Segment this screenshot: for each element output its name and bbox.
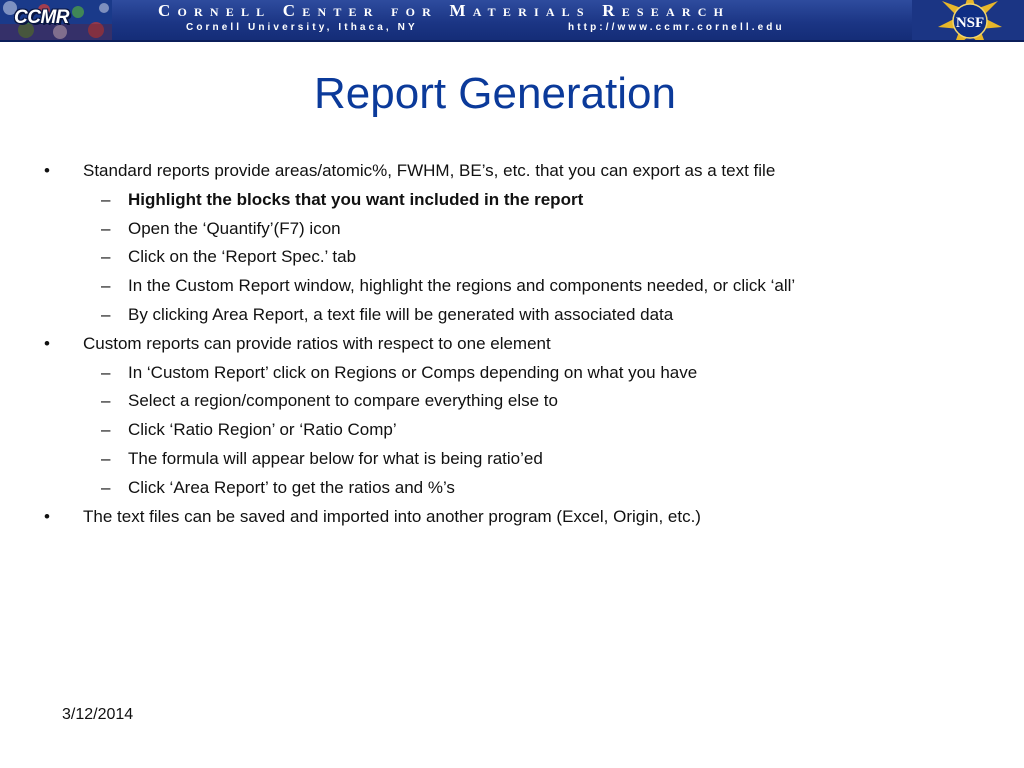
- bullet-text: The formula will appear below for what is being ratio’ed: [128, 448, 543, 468]
- sub-bullet-item: [0, 272, 1024, 301]
- bullet-text: Highlight the blocks that you want included in the report: [128, 189, 584, 209]
- banner-title: Cornell Center for Materials Research: [158, 1, 731, 20]
- slide-title: Report Generation: [314, 69, 676, 118]
- bullet-item: [0, 503, 1024, 532]
- bullet-text: The text files can be saved and imported into another program (Excel, Origin, etc.): [83, 506, 701, 526]
- bullet-text: Click on the ‘Report Spec.’ tab: [128, 247, 357, 267]
- bullet-marker: •: [44, 333, 50, 353]
- dash-marker: –: [101, 391, 111, 411]
- sub-bullet-item: [0, 416, 1024, 445]
- bullet-text: Standard reports provide areas/atomic%, FWHM, BE’s, etc. that you can export as a text file: [83, 161, 776, 180]
- nsf-logo: [912, 0, 1024, 42]
- bullet-text: Click ‘Ratio Region’ or ‘Ratio Comp’: [128, 420, 397, 440]
- nsf-logo-text: NSF: [955, 15, 985, 31]
- bullet-item: [0, 157, 1024, 186]
- dash-marker: –: [101, 247, 111, 267]
- bullet-marker: •: [44, 161, 50, 180]
- bullet-text: In the Custom Report window, highlight the regions and components needed, or click ‘all’: [128, 276, 796, 296]
- bullet-text: In ‘Custom Report’ click on Regions or Comps depending on what you have: [128, 362, 698, 382]
- sub-bullet-item: [0, 445, 1024, 474]
- sub-bullet-item: [0, 359, 1024, 388]
- sub-bullet-item: [0, 186, 1024, 215]
- sub-bullet-item: [0, 243, 1024, 272]
- sub-bullet-item: [0, 215, 1024, 244]
- bullet-item: [0, 330, 1024, 359]
- dash-marker: –: [101, 448, 111, 468]
- bullet-text: Open the ‘Quantify’(F7) icon: [128, 218, 341, 238]
- dash-marker: –: [101, 276, 111, 296]
- dash-marker: –: [101, 420, 111, 440]
- dash-marker: –: [101, 477, 111, 497]
- sub-bullet-item: [0, 387, 1024, 416]
- footer-date: 3/12/2014: [62, 706, 134, 723]
- sub-bullet-item: [0, 474, 1024, 503]
- banner-subtitle-url: http://www.ccmr.cornell.edu: [568, 22, 785, 33]
- bullet-text: Custom reports can provide ratios with respect to one element: [83, 333, 551, 353]
- dash-marker: –: [101, 189, 111, 209]
- bullet-text: By clicking Area Report, a text file will be generated with associated data: [128, 304, 674, 324]
- dash-marker: –: [101, 218, 111, 238]
- dash-marker: –: [101, 362, 111, 382]
- banner-divider: [0, 40, 1024, 42]
- bullet-text: Click ‘Area Report’ to get the ratios and %’s: [128, 477, 455, 497]
- bullet-marker: •: [44, 506, 50, 526]
- dash-marker: –: [101, 304, 111, 324]
- bullet-list: [0, 157, 1024, 531]
- ccmr-logo-text: CCMR: [14, 7, 69, 28]
- header-banner: [0, 0, 1024, 42]
- sub-bullet-item: [0, 301, 1024, 330]
- banner-subtitle-university: Cornell University, Ithaca, NY: [186, 22, 418, 33]
- bullet-text: Select a region/component to compare everything else to: [128, 391, 558, 411]
